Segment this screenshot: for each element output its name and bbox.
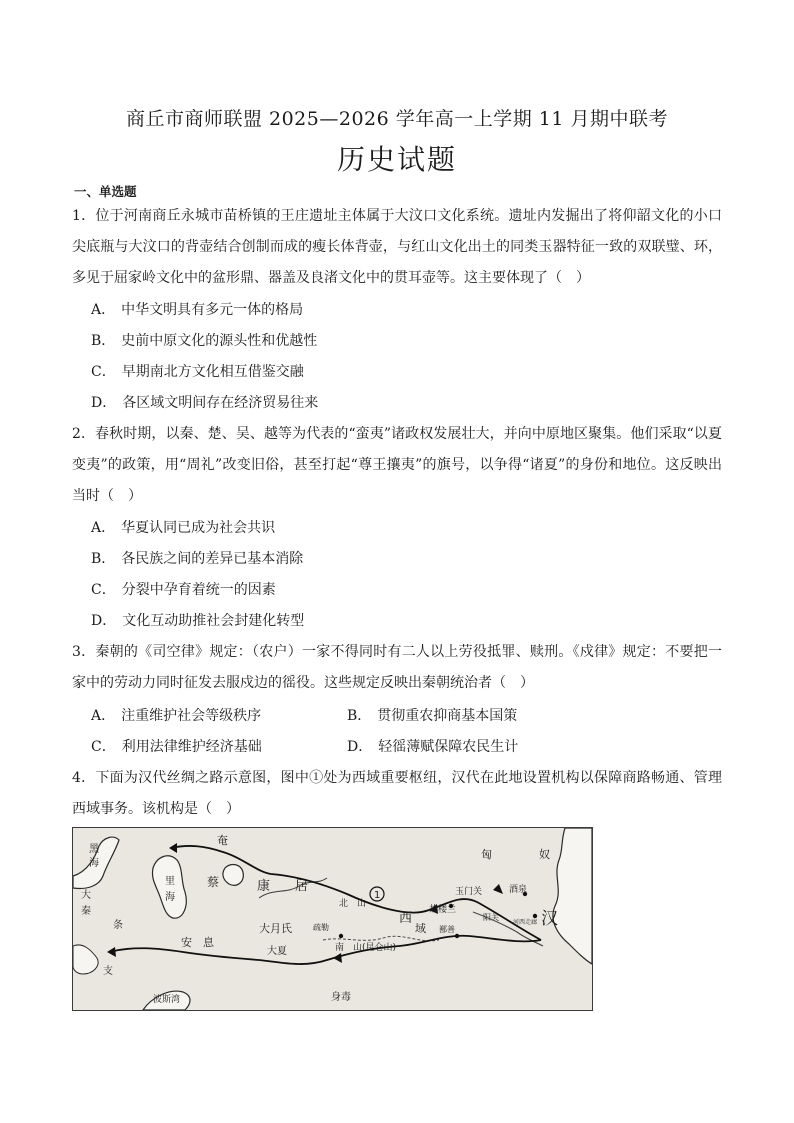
- map-label-yancai: 奄: [217, 834, 228, 847]
- question-1-option-d[interactable]: D． 各区域文明间存在经济贸易往来: [91, 395, 319, 411]
- town-marker: [339, 934, 343, 938]
- question-1-option-b[interactable]: B． 史前中原文化的源头性和优越性: [91, 333, 318, 349]
- question-4-stem: 4．下面为汉代丝绸之路示意图，图中①处为西域重要枢纽，汉代在此地设置机构以保障商路畅通、管理西域事务。该机构是（ ）: [72, 770, 722, 817]
- map-label-anxi: 安 息: [181, 936, 214, 949]
- map-label-beishan: 北 山: [339, 899, 367, 909]
- map-label-circle-1: 1: [374, 890, 381, 901]
- town-marker: [455, 934, 459, 938]
- map-label-tiaozhi-2: 支: [103, 966, 113, 977]
- map-label-kang: 康: [257, 879, 271, 894]
- map-label-persian-gulf: 波斯湾: [153, 995, 181, 1005]
- question-1-stem: 1．位于河南商丘永城市苗桥镇的王庄遗址主体属于大汶口文化系统。遗址内发掘出了将仰韶文化的小口尖底瓶与大汶口的背壶结合创制而成的瘦长体背壶，与红山文化出土的同类玉器特征一致的双联璧、环，多见于屈家岭文化中的盆形鼎、器盖及良渚文化中的贯耳壶等。这主要体现了（ ）: [72, 208, 722, 286]
- map-label-daqin-2: 秦: [81, 906, 91, 917]
- map-label-shendu: 身毒: [331, 992, 351, 1003]
- question-1-option-c[interactable]: C． 早期南北方文化相互借鉴交融: [91, 364, 304, 380]
- question-3-option-a[interactable]: A． 注重维护社会等级秩序: [91, 708, 262, 724]
- question-2-stem: 2．春秋时期，以秦、楚、吴、越等为代表的“蛮夷”诸政权发展壮大，并向中原地区聚集。他们采取“以夏变夷”的政策，用“周礼”改变旧俗，甚至打起“尊王攘夷”的旗号，以争得“诸夏”的身份和地位。这反映出当时（ ）: [72, 426, 722, 504]
- map-label-caspian-2: 海: [165, 892, 175, 903]
- map-label-yumen: 玉门关: [455, 887, 483, 897]
- map-label-black-sea-2: 海: [89, 858, 99, 869]
- mediterranean-coast: [73, 945, 98, 974]
- map-label-ju: 居: [295, 879, 309, 894]
- question-1-option-a[interactable]: A． 中华文明具有多元一体的格局: [91, 302, 304, 318]
- map-label-han: 汉: [541, 909, 558, 929]
- route-arrow: [333, 953, 342, 963]
- question-3-option-c[interactable]: C． 利用法律维护经济基础: [91, 739, 262, 755]
- section-heading: 一、单选题: [74, 184, 137, 199]
- question-2-option-a[interactable]: A． 华夏认同已成为社会共识: [91, 520, 276, 536]
- map-label-loulan: 故楼兰: [429, 905, 457, 915]
- silk-road-map: [72, 827, 593, 1011]
- silk-road-map-svg: [73, 828, 592, 1010]
- subject-title: 历史试题: [336, 143, 457, 176]
- question-3-stem: 3．秦朝的《司空律》规定：（农户）一家不得同时有二人以上劳役抵罪、赎刑。《戍律》规定：不要把一家中的劳动力同时征发去服戍边的徭役。这些规定反映出秦朝统治者（ ）: [72, 644, 722, 691]
- map-label-xiyu-1: 西: [399, 911, 413, 926]
- map-label-yuezhi: 大月氏: [259, 922, 292, 935]
- question-2-option-c[interactable]: C． 分裂中孕育着统一的因素: [91, 582, 276, 598]
- town-marker: [533, 914, 537, 918]
- map-label-xiyu-2: 域: [415, 922, 426, 935]
- map-label-yancai-2: 蔡: [207, 875, 220, 889]
- map-label-yangguan: 阳关: [483, 913, 499, 922]
- map-label-shule: 疏勒: [313, 923, 329, 932]
- question-3-option-d[interactable]: D． 轻徭薄赋保障农民生计: [347, 739, 519, 755]
- map-label-daqin-1: 大: [81, 890, 91, 901]
- route-arrow: [169, 843, 177, 853]
- question-2-option-d[interactable]: D． 文化互动助推社会封建化转型: [91, 613, 305, 629]
- question-2-option-b[interactable]: B． 各民族之间的差异已基本消除: [91, 551, 304, 567]
- caspian-sea: [152, 856, 186, 918]
- map-label-daxia: 大夏: [267, 946, 287, 957]
- map-label-caspian: 里: [165, 876, 175, 887]
- map-label-xiongnu-1: 匈: [481, 848, 492, 861]
- map-label-tiaozhi-1: 条: [113, 920, 123, 931]
- map-label-black-sea: 黑: [89, 844, 99, 855]
- map-label-jiuquan: 酒泉: [509, 885, 528, 895]
- map-label-shanshan: 鄯善: [439, 925, 455, 934]
- map-label-hexi: 河西走廊: [513, 919, 538, 926]
- question-3-option-b[interactable]: B． 贯彻重农抑商基本国策: [347, 708, 518, 724]
- exam-title: 商丘市商师联盟 2025—2026 学年高一上学期 11 月期中联考: [125, 108, 669, 130]
- map-label-nanshan: 南 山(昆仑山): [335, 943, 397, 953]
- route-arrow: [107, 947, 116, 957]
- route-arrow: [493, 884, 503, 894]
- aral-sea: [223, 865, 243, 886]
- map-label-xiongnu-2: 奴: [539, 848, 550, 861]
- east-coast: [553, 828, 592, 964]
